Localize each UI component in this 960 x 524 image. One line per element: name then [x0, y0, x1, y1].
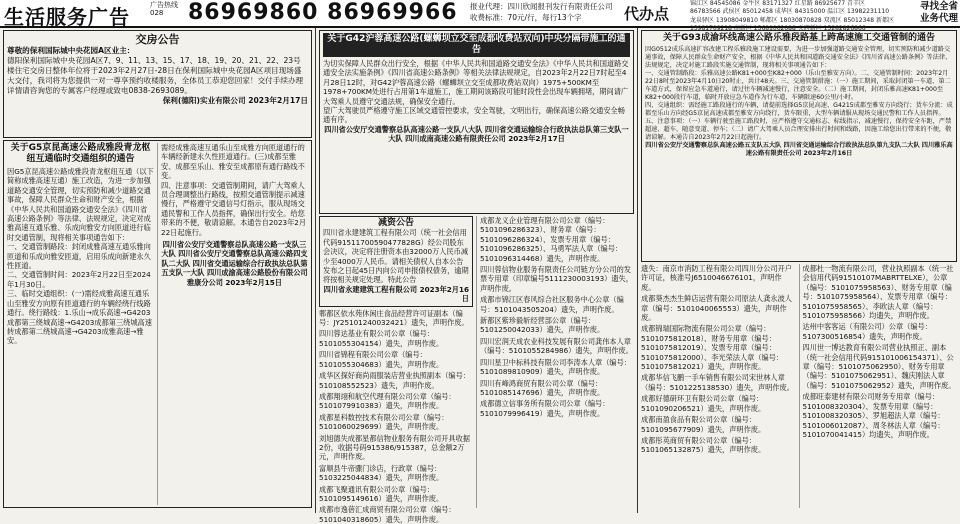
phone-1: 86969860 [188, 0, 319, 25]
notice-para: 一、交通管制路段：封闭成雅高速互通乐雅向匝道和乐成向雅安匝道，启用乐成向新建永久性匝道。 [7, 242, 151, 271]
traffic-notice-g42 [319, 30, 634, 214]
notice-para: 五、注意事项：（一）车辆行驶至施工路段时，应严格遵守交通标志、标线指示，减速慢行，保持安全车距，严禁超速、超车、随意变道、停车；（二）请广大驾乘人员合理安排出行时间和线路，因施工给您出行带来的不便，敬请谅解。本通告自2023年2月22日起施行。 [645, 118, 952, 141]
classified-ad: 四川世一博达教育有限公司营业执照正、副本（统一社会信用代码915101006154371）、公章（编号：5101075062950）、财务专用章（编号：5101075062951）、魏庆刚法人章（编号：5101075062952）遗失，声明作废。 [802, 343, 956, 390]
slogan-line-2: 业务代理 [919, 13, 958, 24]
classified-ad: 四川蓉信物业服务有限责任公司链方分公司的发票专用章（印章编号5111230003193）遗失，声明作废。 [480, 265, 633, 293]
notice-para: 一、交通管制路段：乐雅高速公路K81+000至K82+000（乐山至雅安方向）。二、交通管制时间：2023年2月22日8时至2023年4月10日20时止，共计48天。三、交通管制措施：（一）施工期间，采取封闭第一车道、第二车道方式，保留应急车道通行，请过往车辆减速慢行，注意安全。（二）施工期间，封闭乐雅高速K81+000至K82+000段行车道，临时开放应急车道作为行车道，车辆限速60公里/小时。 [645, 70, 951, 101]
classified-ad: 成都飞聚通讯有限公司公章（编号：5101095149616）遗失，声明作废。 [319, 484, 444, 503]
ads-right-col [477, 216, 634, 508]
office-list: 锦江区 84545086 金牛区 83171327 红星路 86925677 青羊区 86783566 武侯区 85012458 成华区 84315000 温江区 13982231110 龙泉驿区 13908049810 郫都区 18030870828 双流区 85012348 新都区 13981709218 高新区 15681062088 天府新区 15282826866 [690, 0, 894, 33]
notice-para: 需经成雅高速互通乐山至成雅方向匝道通行的车辆经新建永久性匝道通行。(三)成都至雅安、成都至乐山、雅安至成都原有通行路线不变。 [161, 143, 305, 181]
classified-ad: 四川宏润天成农业科技发展有限公司龚伟本人章（编号：5101055284986）遗失，声明作废。 [480, 336, 633, 356]
classified-ad: 成都市锦江区春风综合社区服务中心公章（编号：5101043505204）遗失，声明作废。 [480, 295, 624, 314]
brand-title: 生活服务广告 [4, 5, 130, 29]
notice-signature: 四川省公安厅交通警察总队高速公路一支队三大队 四川省公安厅交通警察总队高速公路四支队二大队 四川省交通运输综合行政执法总队第五支队一大队 四川成渝高速公路股份有限公司雅康分公司 2023年2月15日 [161, 240, 308, 287]
price-line: 收费标准：70元/行，每行13个字 [470, 13, 582, 22]
notice-signature: 四川省公安厅交通警察总队高速公路五支队五大队 四川省交通运输综合行政执法总队第九支队二大队 四川雅乐高速公路有限责任公司 2023年2月16日 [645, 142, 953, 157]
column-1 [0, 28, 316, 513]
tel-label: 广告热线 028 [150, 1, 178, 17]
notice-para: 为切实保障人民群众出行安全，根据《中华人民共和国道路交通安全法》《中华人民共和国道路交通安全法实施条例》《四川省高速公路条例》等相关法律法规规定，自2023年2月22日7时起至4月28日12时，对G42沪蓉高速公路（螺蛳坝立交至成都收费站双向）1975+500KM至1978+700KM处进行占用第1车道施工，施工期间该路段可能时段性会出现车辆拥堵，期间请广大驾乘人员遵守交通法规，确保安全通行。 [323, 59, 629, 106]
classified-ad: 成都德立信事务所有限公司公章（编号：5101079996419）遗失，声明作废。 [480, 399, 610, 418]
ads-list-right [480, 216, 634, 418]
ads-left-col [641, 264, 800, 508]
notice-title: 关于G42沪蓉高速公路(螺蛳坝立交至成都收费站双向)中央分隔带施工的通告 [323, 33, 630, 57]
classified-ad: 新都区紫珍毅斩经营部公章（编号：5101250042033）遗失，声明作废。 [480, 316, 605, 335]
classified-ad: 遗失：南京市消防工程有限公司四川分公司开户许可证，核准号J6510046676101，声明作废。 [641, 264, 792, 292]
classified-ad: 成都市逸蓓汇成商贸有限公司公章（编号：5101040318605）遗失，声明作废。 [319, 505, 456, 524]
classified-ad: 成都华信飞鹏一手车销售有限公司宋世林人章（编号：5101225138530）遗失，声明作废。 [641, 373, 794, 392]
handover-notice [3, 30, 312, 138]
classified-ad: 成都彤英商贸有限公司公章（编号：5101065132875）遗失，声明作废。 [641, 435, 766, 455]
classified-ad: 富顺县牛帝骤门诊店，行政章（编号：5103225044834）遗失，声明作废。 [319, 463, 444, 483]
slogan-line-1: 寻找全省 [919, 1, 958, 12]
capital-reduction-notice [319, 216, 473, 307]
classified-ad: 四川星卫中标科技有限公司李涛本人章（编号：5101089810909）遗失，声明作废。 [480, 357, 631, 377]
notice-title: 关于G5京昆高速公路成雅段青龙枢纽互通临时交通组织的通告 [10, 143, 151, 164]
classified-ad: 成华区探好商尚雨服装店营业执照副本（编号：510108552523）遗失，声明作废。 [319, 371, 470, 390]
classified-ad: 成都杜一物流有限公司，营业执照副本（统一社会信用代码91510107MABRTTELXE），公章（编号：5101075958563）、财务专用章（编号：5101075958564）、发票专用章（编号：5101075958565）、李欧法人章（编号：5101075958566）均遗失，声明作废。 [802, 264, 954, 321]
notice-signature: 保利(德阳)实业有限公司 2023年2月17日 [162, 96, 308, 105]
classified-ad: 成都锦瑞国际物流有限公司公章（编号：5101075812018）、财务专用章（编号：5101075812019）、发票专用章（编号：5101075812000）、李光荣法人章（编号：5101075812021）遗失，声明作废。 [641, 324, 784, 372]
ads-left-col [319, 216, 477, 524]
notice-para: 因G0512成乐高速扩容改建工程乐雅段施工建设需要，为进一步加强道路交通安全管理，切实预防和减少道路交通事故，保障人民群众生命财产安全，根据《中华人民共和国道路交通安全法》《四川省高速公路条例》等法律、法规规定，决定对施工路段实施交通管制，现将相关事项通告如下： [645, 46, 952, 69]
notice-signature: 四川省公安厅交通警察总队高速公路一支队八大队 四川省交通运输综合行政执法总队第三支队一大队 四川成南高速公路有限责任公司 2023年2月17日 [324, 124, 629, 144]
classified-ad: 四川省锦程有限公司公章（编号：5101055304683）遗失，声明作废。 [319, 350, 444, 369]
slogan [898, 1, 958, 25]
agency-line: 报业代理：四川欣闻报刊发行有限责任公司 [470, 2, 613, 11]
notice-signature: 四川省永建建筑工程有限公司 2023年2月16日 [323, 284, 469, 304]
page-header [0, 0, 960, 33]
classified-ad: 成都好德研环卫有限公司公章（编号：5101090206521）遗失，声明作废。 [641, 394, 766, 413]
classified-ads [641, 264, 957, 508]
classified-ad: 郫都区依水苑休闲庄食品经营许可证副本（编号：JY25101240032421）遗失，声明作废。 [319, 308, 469, 328]
notice-para: 四、注意事项：交通管制期间，请广大驾乘人员合理调整出行路线，按照交通管制提示减速慢行，严格遵守交通信号灯指示，服从现场交通民警和工作人员指挥，确保出行安全。给您带来的不便，敬请谅解。本通告自2023年2月22日起施行。 [161, 180, 307, 237]
notice-title: 关于G93成渝环线高速公路乐雅段路基上跨高速施工交通管制的通告 [663, 33, 935, 43]
classified-ad: 成都旺泰建材有限公司财务专用章（编号：5101008320304）、发票专用章（编号：5101008320305）、罗旭超法人章（编号：5101006012087）、周冬林法人章（编号：5101070041415）均遗失，声明作废。 [802, 392, 945, 439]
traffic-notice-g93 [641, 30, 957, 262]
column-3 [638, 28, 960, 513]
classified-ad: 成都星科数控技术有限公司公章（编号：5101060029699）遗失，声明作废。 [319, 412, 449, 432]
notice-para: 四、交通组织：需经施工路段通行的车辆，请提前选择G5京昆高速、G4215成都至雅安方向绕行；货车分流：成都至乐山方向经G5京昆高速成都至雅安方向绕行，货车限重，大型车辆请服从现场交通民警和工作人员指挥。 [645, 102, 953, 117]
ads-list-right [803, 264, 958, 439]
notice-title: 减资公告 [377, 218, 414, 228]
hotline-numbers [188, 0, 458, 25]
notice-para: 因G5京昆高速公路成雅段青龙枢纽互通（以下简称成雅高速互通）施工改造，为进一步加强道路交通安全管理，切实预防和减少道路交通事故，保障人民群众生命和财产安全，根据《中华人民共和国道路交通安全法》《四川省高速公路条例》等法律、法规规定，决定对成雅高速互通乐雅、乐成向雅安方向匝道进行临时交通管制，现将相关事项通告如下： [7, 167, 154, 242]
notice-para: 四川省永建建筑工程有限公司（统一社会信用代码91511700590477828G）经公司股东会决议，决定将注册资本由32000万人民币减少至4000万人民币。请相关债权人自本公告发布之日起45日内向公司申报债权债务，逾期将按相关规定处理。特此公告 [323, 228, 469, 285]
notice-right-col [157, 143, 308, 505]
classified-ads [319, 216, 634, 524]
notice-heading: 尊敬的保利国际城中央花园A区业主： [7, 46, 135, 55]
classified-ad: 四川有峰鸿商贸有限公司公章（编号：5101085147696）遗失，声明作废。 [480, 378, 605, 397]
classified-ad: 成都翔翊和航空代理有限公司公章（编号：5101079910383）遗失，声明作废。 [319, 391, 456, 411]
phone-2: 86969966 [327, 0, 458, 25]
ads-list-left [641, 264, 796, 455]
notice-body: 德阳保利国际城中央花园A区7、9、11、13、15、17、18、19、20、21、22、23号楼住宅交房日整体年位将于2023年2月27日-28日在保利国际城中央花园A区项目现场盛大交付，我司将为您提供一对一尊享预约收楼服务，全体员工恭迎您回家！交付手续办理详情请咨询您的专属客户经理或致电0838-2693089。 [7, 56, 304, 95]
traffic-notice-g5 [3, 140, 312, 508]
notice-para: 望广大驾驶员严格遵守施工区域交通管控要求，安全驾驶，文明出行，确保高速公路交通安全畅通有序。 [323, 106, 625, 125]
classified-ad: 四川蓉达基业有限公司公章（编号：5101055304154）遗失，声明作废。 [319, 329, 444, 348]
section-title: 交房公告 [135, 33, 180, 46]
notice-para: 三、临时交通组织：(一)需经成雅高速互通乐山至雅安方向原有匝道通行的车辆经绕行线路通行。绕行路线：1.乐山→成乐高速→G4203成都第三绕城高速→G4203成都第三绕城高速转成都第二绕城高速→G4203成雅高速→雅安。 [7, 289, 152, 346]
notice-left-col [7, 143, 157, 505]
ads-list-left [319, 309, 473, 524]
notice-para: 二、交通管制时间：2023年2月22日至2024年1月30日。 [7, 270, 151, 289]
classified-ad: 刘旭德失成都星都信物业服务有限公司开具收据2份，收据号码915386/915387，总金额2万元，声明作废。 [319, 433, 470, 462]
classified-ad: 成都南盈食品有限公司公章（编号：5101095677909）遗失，声明作废。 [641, 415, 766, 434]
agency-info [470, 1, 618, 23]
ads-right-col [800, 264, 958, 508]
classified-ad: 成都龙义企业管理有限公司公章（编号：5101096286323）、财务章（编号：5101096286324）、发票专用章（编号：5101096286325）、马勇军法人章（编号：5101096314468）遗失，声明作废。 [480, 216, 623, 263]
column-2 [316, 28, 638, 524]
agent-label: 代办点 [624, 5, 670, 23]
classified-ad: 达州中客客运（有限公司）公章（编号：5107300516854）遗失，声明作废。 [802, 322, 932, 341]
classified-ad: 成都葵杰杰生鲜店运营有限公司原法人龚永波人章（编号：5101040065553）遗失，声明作废。 [641, 294, 792, 323]
